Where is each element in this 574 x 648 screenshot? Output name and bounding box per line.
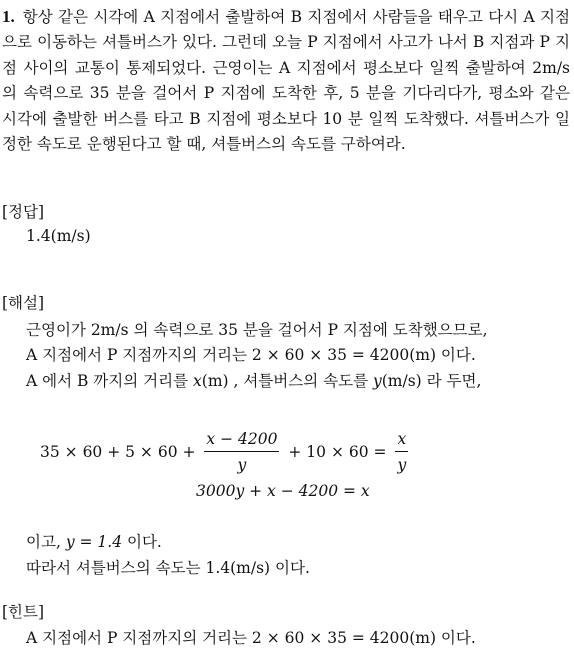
solution-line-4-part-b: 이다. [122,533,162,551]
solution-label: [해설] [2,294,45,312]
solution-line-3-part-b: (m) , 셔틀버스의 속도를 [201,372,373,390]
rhs-numerator: x [395,430,408,452]
rhs-denominator: y [397,456,407,474]
hint-line-1: A 지점에서 P 지점까지의 거리는 2 × 60 × 35 = 4200(m) 이다. [26,629,476,647]
answer-label: [정답] [2,203,45,221]
solution-line-2: A 지점에서 P 지점까지의 거리는 2 × 60 × 35 = 4200(m) 이다. [26,346,476,364]
fraction-denominator: y [237,456,247,474]
variable-x: x [193,372,202,390]
hint-label: [힌트] [2,603,45,621]
equation-1-middle: + 10 × 60 = [288,443,387,461]
fraction-numerator: x − 4200 [204,430,279,452]
solution-line-4-part-a: 이고, [26,533,66,551]
problem-number: 1. [2,7,15,26]
equation-1 [40,430,412,474]
equation-1-left: 35 × 60 + 5 × 60 + [40,443,196,461]
problem-text: 항상 같은 시각에 A 지점에서 출발하여 B 지점에서 사람들을 태우고 다시 A 지점으로 이동하는 셔틀버스가 있다. 그런데 오늘 P 지점에서 사고가 나서 B 지점과 P 지점 사이의 교통이 통제되었다. 근영이는 A 지점에서 평소보다 일찍 출발하여 2m/s 의 속력으로 35 분을 걸어서 P 지점에 도착한 후, 5 분을 기다리다가, 평소와 같은 시각에 출발한 버스를 타고 B 지점에 평소보다 10 분 일찍 도착했다. 셔틀버스가 일정한 속도로 운행된다고 할 때, 셔틀버스의 속도를 구하여라. [2,8,570,154]
equation-1-rhs-fraction [395,430,408,474]
variable-y: y [372,372,382,390]
solution-line-3 [26,369,481,391]
equation-2: 3000y + x − 4200 = x [196,482,370,500]
equation-1-fraction [204,430,279,474]
answer-value: 1.4(m/s) [26,227,91,245]
solution-line-3-part-c: (m/s) 라 두면, [381,372,482,390]
solution-line-5: 따라서 셔틀버스의 속도는 1.4(m/s) 이다. [26,559,310,577]
solution-line-4-math: y = 1.4 [65,533,123,551]
solution-line-4 [26,530,162,552]
solution-line-3-part-a: A 에서 B 까지의 거리를 [26,372,194,390]
solution-line-1: 근영이가 2m/s 의 속력으로 35 분을 걸어서 P 지점에 도착했으므로, [26,321,488,339]
problem-statement [2,4,570,157]
